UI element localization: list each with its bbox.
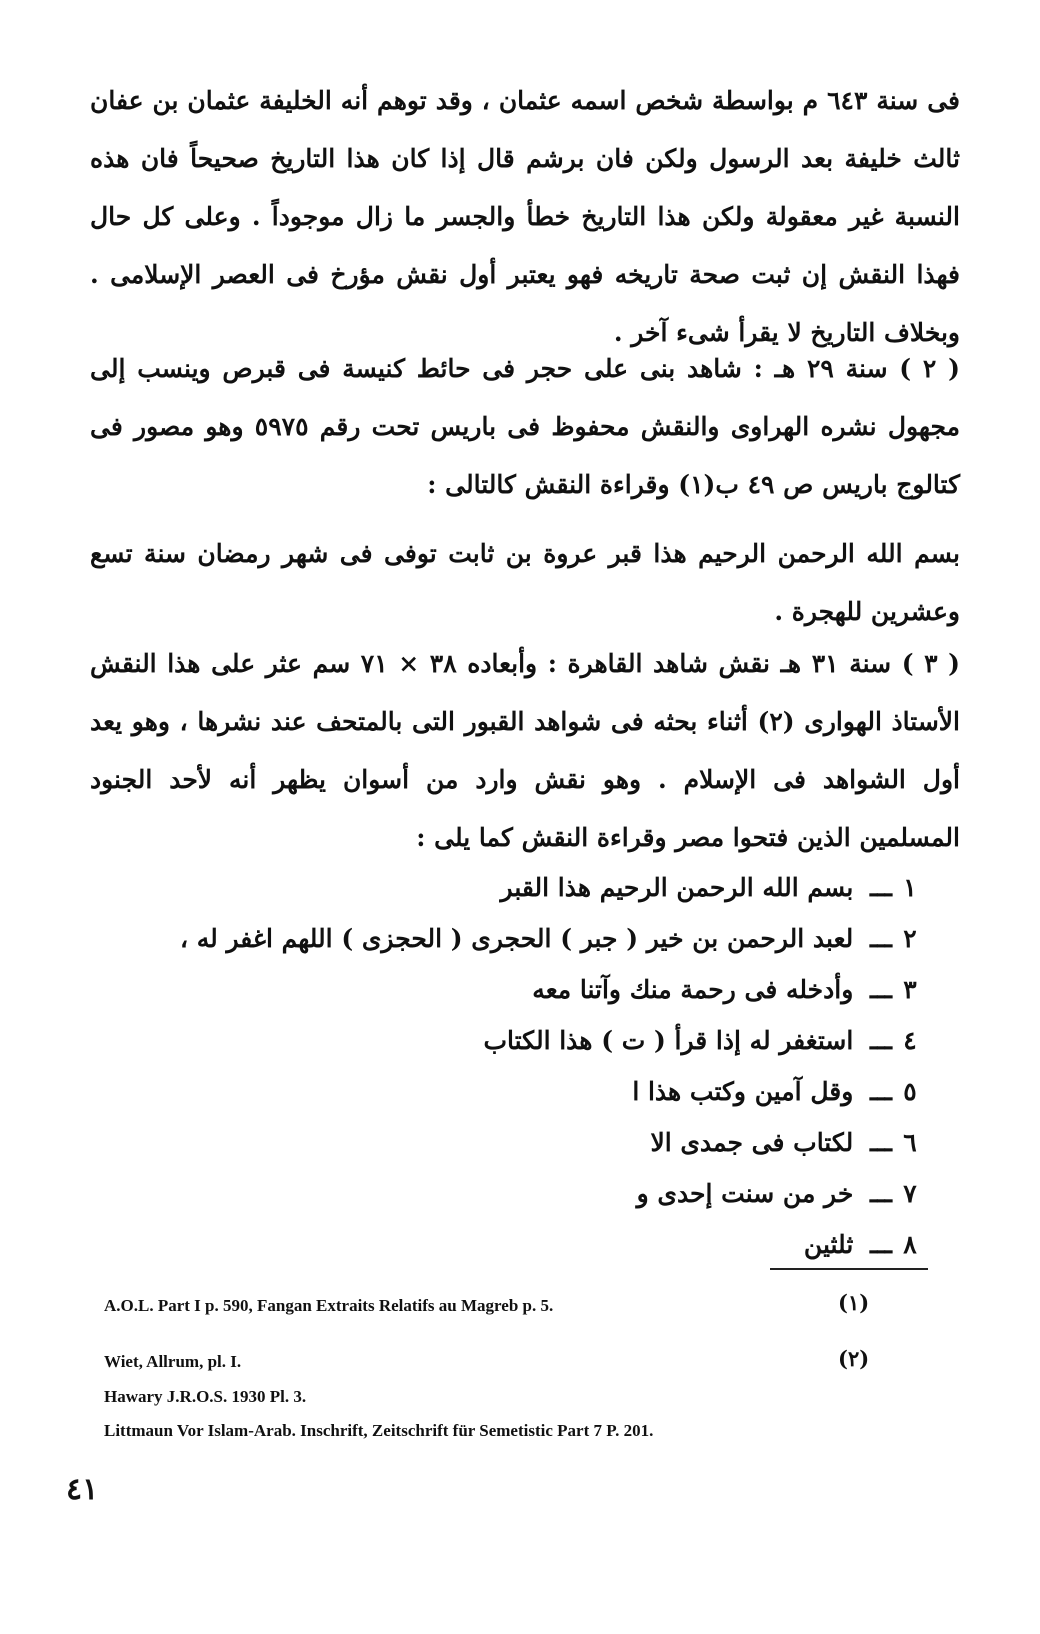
line-text: وأدخله فى رحمة منك وآتنا معه [532, 975, 854, 1004]
line-text: بسم الله الرحمن الرحيم هذا القبر [500, 873, 854, 902]
paragraph-inscription-2-reading: بسم الله الرحمن الرحيم هذا قبر عروة بن ثابت توفى فى شهر رمضان سنة تسع وعشرين للهجرة . [90, 539, 960, 626]
line-number: ٨ [903, 1230, 917, 1259]
line-text: استغفر له إذا قرأ ( ت ) هذا الكتاب [483, 1026, 854, 1055]
line-number: ٦ [903, 1128, 917, 1157]
line-dash: ـــ [870, 1077, 892, 1106]
line-text: لعبد الرحمن بن خير ( جبر ) الحجرى ( الحجزى ) اللهم اغفر له ، [179, 924, 854, 953]
line-text: ثلثين [803, 1230, 854, 1259]
line-dash: ـــ [870, 873, 892, 902]
paragraph-entry-2: ( ٢ ) سنة ٢٩ هـ : شاهد بنى على حجر فى حائط كنيسة فى قبرص وينسب إلى مجهول نشره الهراوى والنقش محفوظ فى باريس تحت رقم ٥٩٧٥ وهو مصور فى كتالوج باريس ص ٤٩ ب(١) وقراءة النقش كالتالى : [90, 354, 960, 499]
list-item [160, 1168, 920, 1219]
list-item [160, 964, 920, 1015]
footnote-2-text-line: Wiet, Allrum, pl. I. [104, 1352, 242, 1371]
footnote-1-text: A.O.L. Part I p. 590, Fangan Extraits Relatifs au Magreb p. 5. [104, 1296, 554, 1315]
footnote-2-marker: (٢) [838, 1346, 870, 1371]
line-dash: ـــ [870, 1026, 892, 1055]
footnote-divider [770, 1268, 928, 1270]
list-item [160, 913, 920, 964]
list-item [160, 1066, 920, 1117]
line-dash: ـــ [870, 1230, 892, 1259]
paragraph-dating-note: فى سنة ٦٤٣ م بواسطة شخص اسمه عثمان ، وقد توهم أنه الخليفة عثمان بن عفان ثالث خليفة بعد الرسول ولكن فان برشم قال إذا كان هذا التاريخ صحيحاً فان هذه النسبة غير معقولة ولكن هذا التاريخ خطأ والجسر ما زال موجوداً . وعلى كل حال فهذا النقش إن ثبت صحة تاريخه فهو يعتبر أول نقش مؤرخ فى العصر الإسلامى . وبخلاف التاريخ لا يقرأ شىء آخر . [90, 86, 960, 347]
inscription-lines [160, 862, 920, 1270]
line-number: ١ [903, 873, 917, 902]
page-number: ٤١ [66, 1472, 99, 1507]
footnote-2-text-line: Littmaun Vor Islam-Arab. Inschrift, Zeitschrift für Semetistic Part 7 P. 201. [104, 1421, 654, 1440]
line-number: ٤ [903, 1026, 917, 1055]
list-item [160, 862, 920, 913]
line-text: لكتاب فى جمدى الا [650, 1128, 854, 1157]
line-dash: ـــ [870, 975, 892, 1004]
line-dash: ـــ [870, 924, 892, 953]
line-dash: ـــ [870, 1179, 892, 1208]
line-number: ٧ [903, 1179, 917, 1208]
line-text: خر من سنت إحدى و [636, 1179, 854, 1208]
line-number: ٣ [903, 975, 917, 1004]
list-item [160, 1015, 920, 1066]
footnote-2-text-line: Hawary J.R.O.S. 1930 Pl. 3. [104, 1387, 307, 1406]
paragraph-entry-3: ( ٣ ) سنة ٣١ هـ نقش شاهد القاهرة : وأبعاده ٣٨ × ٧١ سم عثر على هذا النقش الأستاذ الهوارى (٢) أثناء بحثه فى شواهد القبور التى بالمتحف عند نشرها ، وهو يعد أول الشواهد فى الإسلام . وهو نقش وارد من أسوان يظهر أنه لأحد الجنود المسلمين الذين فتحوا مصر وقراءة النقش كما يلى : [90, 649, 960, 852]
footnote-1-marker: (١) [838, 1290, 870, 1315]
list-item [160, 1219, 920, 1270]
line-number: ٢ [903, 924, 917, 953]
line-dash: ـــ [870, 1128, 892, 1157]
list-item [160, 1117, 920, 1168]
line-number: ٥ [903, 1077, 917, 1106]
line-text: وقل آمين وكتب هذا ا [632, 1077, 854, 1106]
